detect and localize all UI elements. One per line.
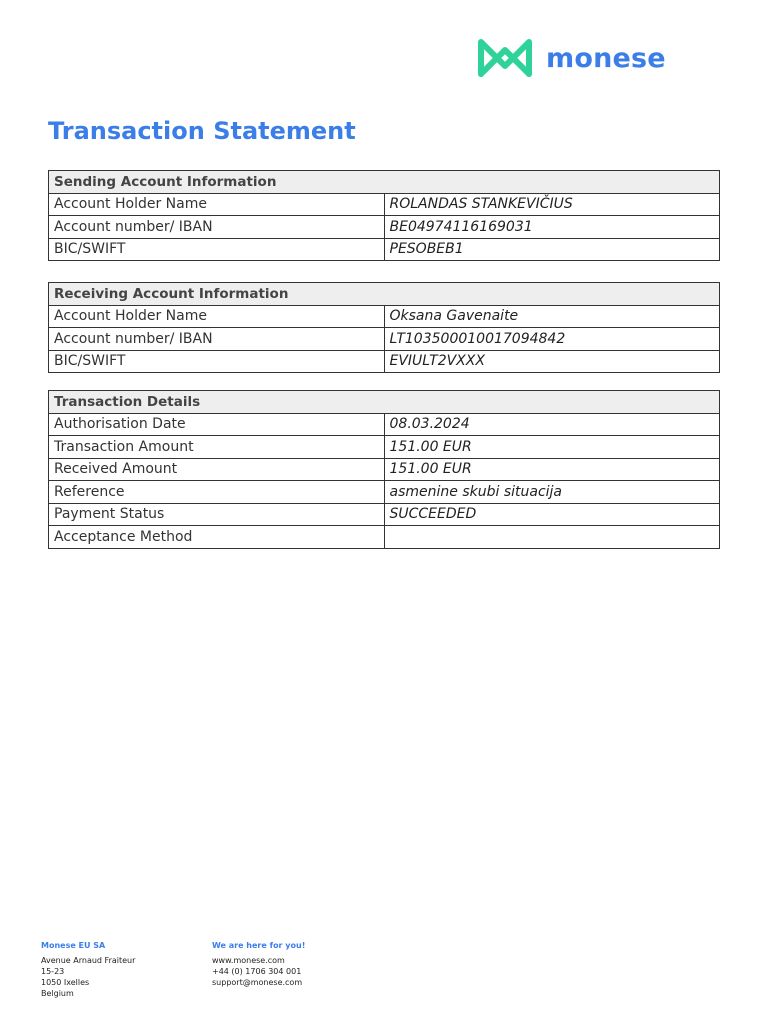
row-label: Account Holder Name — [49, 193, 385, 216]
row-value — [384, 526, 720, 549]
footer-contact — [212, 940, 305, 988]
table-row — [49, 458, 720, 481]
table-row — [49, 503, 720, 526]
phone-number: +44 (0) 1706 304 001 — [212, 967, 302, 976]
table-row — [49, 436, 720, 459]
table-row — [49, 328, 720, 351]
monese-logo — [476, 36, 666, 80]
footer-company-address — [41, 940, 135, 999]
row-label: Account number/ IBAN — [49, 328, 385, 351]
row-value: LT103500010017094842 — [384, 328, 720, 351]
row-value: asmenine skubi situacija — [384, 481, 720, 504]
monese-m-icon — [476, 36, 534, 80]
row-label: Payment Status — [49, 503, 385, 526]
receiving-table-header: Receiving Account Information — [49, 283, 720, 306]
sending-table-header: Sending Account Information — [49, 171, 720, 194]
row-label: Transaction Amount — [49, 436, 385, 459]
row-label: Received Amount — [49, 458, 385, 481]
footer-contact-heading: We are here for you! — [212, 941, 306, 950]
row-label: Account Holder Name — [49, 305, 385, 328]
row-value: BE04974116169031 — [384, 216, 720, 239]
row-label: Authorisation Date — [49, 413, 385, 436]
table-row — [49, 238, 720, 261]
table-row — [49, 193, 720, 216]
row-value: ROLANDAS STANKEVIČIUS — [384, 193, 720, 216]
address-line: 1050 Ixelles — [41, 978, 90, 987]
page-title: Transaction Statement — [48, 117, 356, 145]
address-line: 15-23 — [41, 967, 65, 976]
table-row — [49, 481, 720, 504]
transaction-table-header: Transaction Details — [49, 391, 720, 414]
table-row — [49, 216, 720, 239]
row-label: Acceptance Method — [49, 526, 385, 549]
row-label: BIC/SWIFT — [49, 238, 385, 261]
brand-name: monese — [546, 42, 666, 74]
row-label: BIC/SWIFT — [49, 350, 385, 373]
receiving-account-table — [48, 282, 720, 373]
row-label: Reference — [49, 481, 385, 504]
row-value: 151.00 EUR — [384, 436, 720, 459]
row-label: Account number/ IBAN — [49, 216, 385, 239]
row-value: SUCCEEDED — [384, 503, 720, 526]
row-value: 151.00 EUR — [384, 458, 720, 481]
table-row — [49, 526, 720, 549]
address-line: Avenue Arnaud Fraiteur — [41, 956, 136, 965]
website-link[interactable]: www.monese.com — [212, 956, 285, 965]
footer-company-name: Monese EU SA — [41, 941, 106, 950]
transaction-details-table — [48, 390, 720, 549]
address-line: Belgium — [41, 989, 74, 998]
row-value: PESOBEB1 — [384, 238, 720, 261]
support-email-link[interactable]: support@monese.com — [212, 978, 303, 987]
sending-account-table — [48, 170, 720, 261]
row-value: Oksana Gavenaite — [384, 305, 720, 328]
table-row — [49, 305, 720, 328]
table-row — [49, 350, 720, 373]
table-row — [49, 413, 720, 436]
row-value: 08.03.2024 — [384, 413, 720, 436]
row-value: EVIULT2VXXX — [384, 350, 720, 373]
